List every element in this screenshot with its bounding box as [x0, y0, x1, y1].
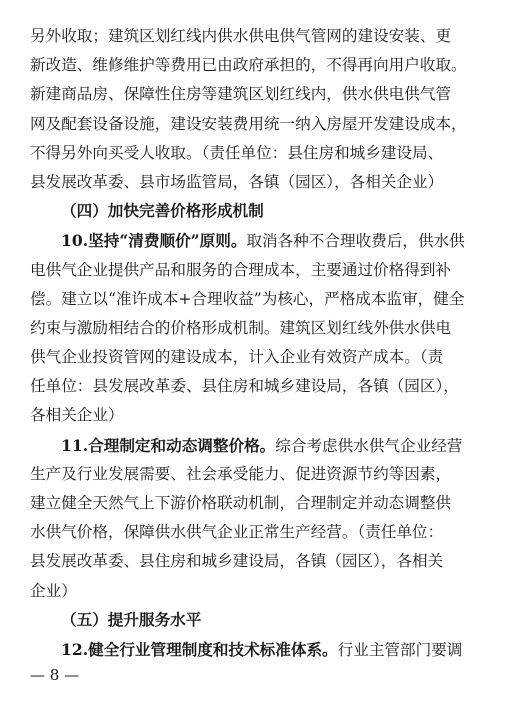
section-heading-5: （五）提升服务水平 [61, 610, 202, 629]
item-12-first-line [30, 635, 502, 664]
item-11-first-line [30, 431, 502, 460]
item-10-paragraph [30, 226, 502, 430]
text-line: 任单位：县发展改革委、县住房和城乡建设局，各镇（园区）， [30, 377, 459, 396]
text-line: 县发展改革委、县市场监管局，各镇（园区），各相关企业） [30, 172, 444, 191]
item-11-title: 11.合理制定和动态调整价格。 [61, 435, 276, 455]
text-line: 电供气企业提供产品和服务的合理成本，主要通过价格得到补 [30, 260, 452, 279]
item-10-first-line [30, 226, 502, 255]
item-12-title: 12.健全行业管理制度和技术标准体系。 [61, 639, 338, 659]
text-line: 水供气价格，保障供水供气企业正常生产经营。（责任单位： [30, 523, 444, 542]
item-11-paragraph [30, 431, 502, 606]
text-line: 生产及行业发展需要、社会承受能力、促进资源节约等因素， [30, 464, 452, 483]
text-line: 企业） [30, 581, 77, 600]
page-number: — 8 — [30, 666, 80, 684]
document-body [30, 22, 502, 664]
text-line: 偿。建立以“准许成本+合理收益”为核心，严格成本监审，健全 [30, 289, 465, 308]
section-heading-4: （四）加快完善价格形成机制 [61, 202, 264, 221]
text-line: 新建商品房、保障性住房等建筑区划红线内，供水供电供气管 [30, 85, 452, 104]
text-line: 约束与激励相结合的价格形成机制。建筑区划红线外供水供电 [30, 318, 452, 337]
text-line: 新改造、维修维护等费用已由政府承担的，不得再向用户收取。 [30, 56, 467, 75]
text-line: 不得另外向买受人收取。（责任单位：县住房和城乡建设局、 [30, 143, 444, 162]
item-11-text: 综合考虑供水供气企业经营 [275, 436, 463, 455]
text-line: 供气企业投资管网的建设成本，计入企业有效资产成本。（责 [30, 348, 444, 367]
text-line: 建立健全天然气上下游价格联动机制，合理制定并动态调整供 [30, 494, 452, 512]
paragraph-continuation [30, 22, 502, 197]
item-10-title: 10.坚持“清费顺价”原则。 [61, 231, 247, 251]
item-12-paragraph [30, 635, 502, 664]
text-line: 网及配套设备设施，建设安装费用统一纳入房屋开发建设成本， [30, 114, 467, 133]
text-line: 另外收取；建筑区划红线内供水供电供气管网的建设安装、更 [30, 27, 452, 45]
item-10-text: 取消各种不合理收费后，供水供 [246, 232, 465, 251]
text-line: 县发展改革委、县住房和城乡建设局，各镇（园区），各相关 [30, 552, 444, 571]
item-12-text: 行业主管部门要调 [337, 640, 463, 659]
text-line: 各相关企业） [30, 406, 124, 425]
